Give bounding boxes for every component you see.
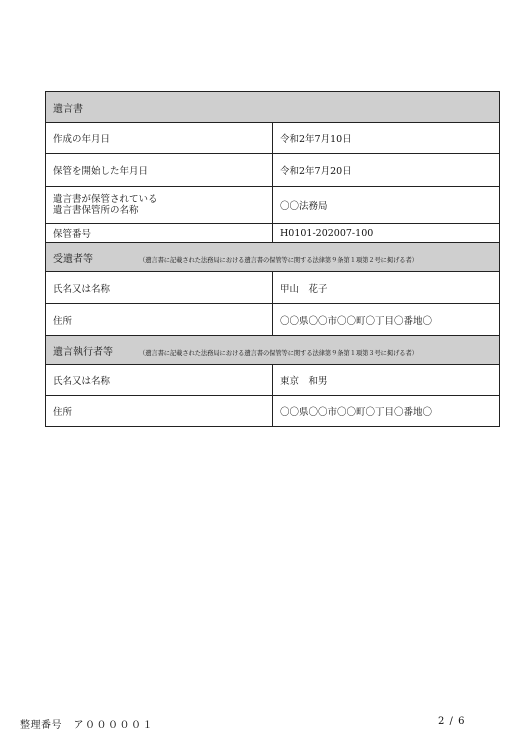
recipient-section-note: （遺言書に記載された法務局における遺言書の保管等に関する法律第９条第１項第２号に掲げる者） [139,256,418,264]
executor-name-value: 東京 和男 [273,365,500,396]
table-row [46,224,500,243]
recipient-address-label: 住所 [46,304,273,336]
creation-date-label: 作成の年月日 [46,123,273,154]
recipient-name-value: 甲山 花子 [273,272,500,304]
recipient-section-header [46,243,500,272]
storage-office-label-line1: 遺言書が保管されている [53,194,158,205]
will-certificate-table [45,91,500,427]
serial-number [20,716,154,731]
executor-name-label: 氏名又は名称 [46,365,273,396]
recipient-address-value: 〇〇県〇〇市〇〇町〇丁目〇番地〇 [273,304,500,336]
executor-section-header [46,336,500,365]
executor-address-value: 〇〇県〇〇市〇〇町〇丁目〇番地〇 [273,396,500,427]
table-row [46,123,500,154]
page-number: 2 / 6 [438,716,466,727]
table-row [46,154,500,187]
storage-number-value: H0101-202007-100 [273,224,500,243]
recipient-name-label: 氏名又は名称 [46,272,273,304]
table-header-row [46,92,500,123]
serial-number-value: ア０００００１ [73,720,154,731]
table-row [46,272,500,304]
executor-section-title: 遺言執行者等 [53,346,113,358]
table-row [46,365,500,396]
table-row [46,187,500,224]
table-row [46,304,500,336]
document-title: 遺言書 [46,92,500,123]
storage-office-value: 〇〇法務局 [273,187,500,224]
creation-date-value: 令和2年7月10日 [273,123,500,154]
serial-number-label: 整理番号 [20,720,62,731]
storage-start-date-value: 令和2年7月20日 [273,154,500,187]
executor-address-label: 住所 [46,396,273,427]
table-row [46,396,500,427]
storage-start-date-label: 保管を開始した年月日 [46,154,273,187]
storage-number-label: 保管番号 [46,224,273,243]
recipient-section-title: 受遺者等 [53,253,93,265]
executor-section-note: （遺言書に記載された法務局における遺言書の保管等に関する法律第９条第１項第３号に掲げる者） [139,349,418,357]
storage-office-label-line2: 遺言書保管所の名称 [53,205,139,216]
storage-office-label [46,187,273,224]
